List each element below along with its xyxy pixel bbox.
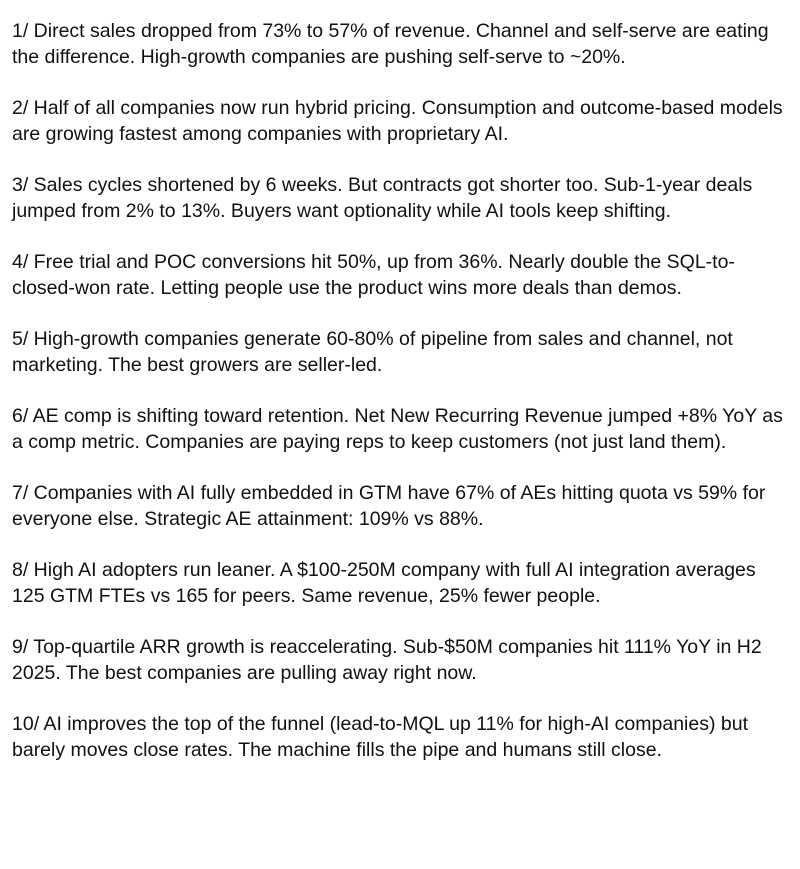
- thread-point-6: 6/ AE comp is shifting toward retention. Net New Recurring Revenue jumped +8% YoY as a comp metric. Companies are paying reps to keep customers (not just land them).: [12, 405, 783, 453]
- thread-point-7: 7/ Companies with AI fully embedded in GTM have 67% of AEs hitting quota vs 59% for everyone else. Strategic AE attainment: 109% vs 88%.: [12, 482, 766, 530]
- thread-point-2: 2/ Half of all companies now run hybrid pricing. Consumption and outcome-based models are growing fastest among companies with proprietary AI.: [12, 97, 783, 145]
- thread-point-5: 5/ High-growth companies generate 60-80% of pipeline from sales and channel, not marketing. The best growers are seller-led.: [12, 328, 733, 376]
- thread-point-8: 8/ High AI adopters run leaner. A $100-250M company with full AI integration averages 125 GTM FTEs vs 165 for peers. Same revenue, 25% fewer people.: [12, 559, 756, 607]
- thread-point-9: 9/ Top-quartile ARR growth is reaccelerating. Sub-$50M companies hit 111% YoY in H2 2025. The best companies are pulling away right now.: [12, 636, 762, 684]
- thread-point-3: 3/ Sales cycles shortened by 6 weeks. But contracts got shorter too. Sub-1-year deals jumped from 2% to 13%. Buyers want optionality while AI tools keep shifting.: [12, 174, 753, 222]
- thread-text: [12, 19, 792, 789]
- thread-point-4: 4/ Free trial and POC conversions hit 50%, up from 36%. Nearly double the SQL-to-closed-won rate. Letting people use the product wins more deals than demos.: [12, 251, 735, 299]
- thread-point-1: 1/ Direct sales dropped from 73% to 57% of revenue. Channel and self-serve are eating the difference. High-growth companies are pushing self-serve to ~20%.: [12, 20, 769, 68]
- thread-point-10: 10/ AI improves the top of the funnel (lead-to-MQL up 11% for high-AI companies) but barely moves close rates. The machine fills the pipe and humans still close.: [12, 713, 748, 761]
